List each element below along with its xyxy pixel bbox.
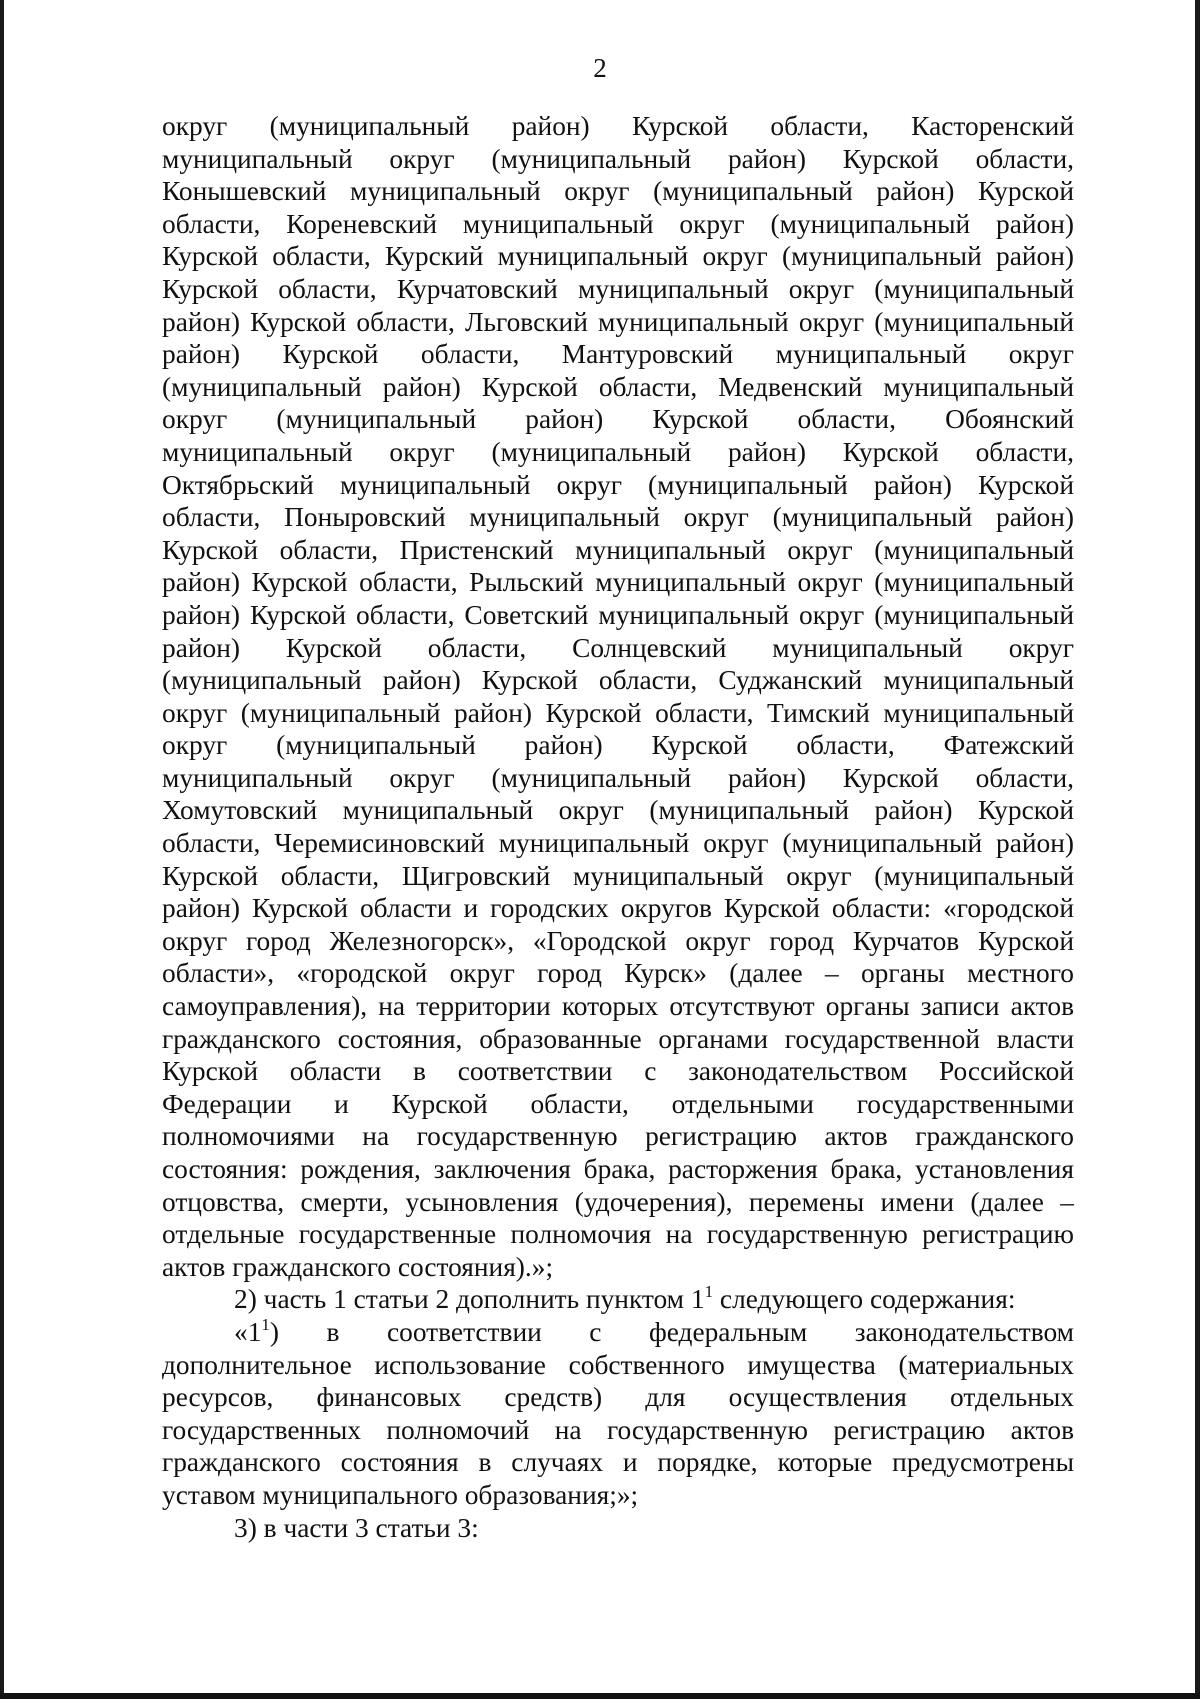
scan-edge-bottom [0, 1693, 1200, 1699]
text-line: округ (муниципальный район) Курской области, Тимский муниципальный [162, 697, 1074, 728]
text-line: самоуправления), на территории которых отсутствуют органы записи актов [162, 991, 1074, 1022]
text-line: округ (муниципальный район) Курской области, Фатежский [162, 730, 1074, 761]
text-line: (муниципальный район) Курской области, Суджанский муниципальный [162, 665, 1074, 696]
quote-line: государственных полномочий на государственную регистрацию актов [162, 1414, 1074, 1445]
text-line: гражданского состояния, образованные органами государственной власти [162, 1023, 1074, 1054]
text-line: район) Курской области и городских округов Курской области: «городской [162, 893, 1074, 924]
text-line: Октябрьский муниципальный округ (муниципальный район) Курской [162, 469, 1074, 500]
text-line: отцовства, смерти, усыновления (удочерения), перемены имени (далее – [162, 1186, 1074, 1217]
text-line: области, Кореневский муниципальный округ (муниципальный район) [162, 208, 1074, 239]
quote-line: дополнительное использование собственного имущества (материальных [162, 1349, 1074, 1380]
document-body [162, 110, 1074, 1544]
text-line: Курской области, Пристенский муниципальный округ (муниципальный [162, 534, 1074, 565]
text-line: Курской области, Курский муниципальный округ (муниципальный район) [162, 241, 1074, 272]
quote-open: «1 [234, 1316, 262, 1347]
text-line: (муниципальный район) Курской области, Медвенский муниципальный [162, 371, 1074, 402]
text-line: Курской области, Щигровский муниципальный округ (муниципальный [162, 860, 1074, 891]
quote-line: ресурсов, финансовых средств) для осуществления отдельных [162, 1382, 1074, 1413]
quote-line: гражданского состояния в случаях и порядке, которые предусмотрены [162, 1447, 1074, 1478]
text-line: состояния: рождения, заключения брака, расторжения брака, установления [162, 1154, 1074, 1184]
text-line: муниципальный округ (муниципальный район) Курской области, [162, 436, 1074, 467]
item-3-line: 3) в части 3 статьи 3: [234, 1512, 479, 1543]
page-number: 2 [593, 53, 607, 83]
text-line: Курской области, Курчатовский муниципальный округ (муниципальный [162, 273, 1074, 304]
text-line: области, Поныровский муниципальный округ (муниципальный район) [162, 502, 1074, 533]
quote-first-line [162, 1316, 1074, 1349]
quote-line: уставом муниципального образования;»; [162, 1479, 639, 1510]
scan-edge-right [1195, 0, 1200, 1699]
text-line: округ (муниципальный район) Курской области, Обоянский [162, 404, 1074, 435]
text-line: Федерации и Курской области, отдельными государственными [162, 1088, 1074, 1119]
text-line: округ (муниципальный район) Курской области, Касторенский [162, 111, 1074, 141]
text-line: актов гражданского состояния).»; [162, 1251, 554, 1282]
text-line: Хомутовский муниципальный округ (муниципальный район) Курской [162, 795, 1074, 826]
text-line: округ город Железногорск», «Городской округ город Курчатов Курской [162, 925, 1074, 956]
text-line: район) Курской области, Советский муниципальный округ (муниципальный [162, 599, 1074, 630]
item-2-superscript: 1 [704, 1282, 714, 1302]
item-2-line [162, 1283, 1074, 1316]
text-line: муниципальный округ (муниципальный район) Курской области, [162, 143, 1074, 174]
text-line: области», «городской округ город Курск» (далее – органы местного [162, 958, 1074, 989]
text-line: полномочиями на государственную регистрацию актов гражданского [162, 1121, 1074, 1152]
text-line: район) Курской области, Льговский муниципальный округ (муниципальный [162, 306, 1074, 337]
item-2-text: 2) часть 1 статьи 2 дополнить пунктом 1 [234, 1284, 705, 1315]
text-line: отдельные государственные полномочия на государственную регистрацию [162, 1219, 1074, 1250]
text-line: Курской области в соответствии с законодательством Российской [162, 1056, 1074, 1087]
text-line: области, Черемисиновский муниципальный округ (муниципальный район) [162, 828, 1074, 859]
text-line: район) Курской области, Солнцевский муниципальный округ [162, 632, 1074, 663]
quote-superscript: 1 [261, 1314, 270, 1334]
text-line: Конышевский муниципальный округ (муниципальный район) Курской [162, 176, 1074, 207]
quote-first-rest: ) в соответствии с федеральным законодательством [269, 1316, 1074, 1347]
text-line: район) Курской области, Рыльский муниципальный округ (муниципальный [162, 567, 1074, 598]
item-2-text-end: следующего содержания: [713, 1284, 1016, 1315]
scan-edge-left [0, 0, 4, 1699]
text-line: муниципальный округ (муниципальный район) Курской области, [162, 762, 1074, 793]
text-line: район) Курской области, Мантуровский муниципальный округ [162, 339, 1074, 370]
